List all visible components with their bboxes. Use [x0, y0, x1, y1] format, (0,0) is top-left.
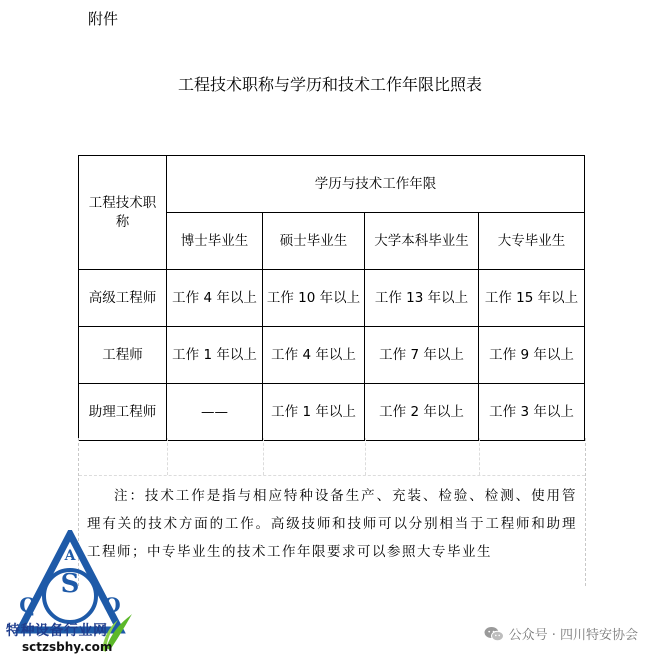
watermark-site-name: 特种设备行业网: [6, 623, 108, 639]
column-header: 博士毕业生: [167, 213, 263, 270]
table-row: [79, 384, 585, 441]
table-cell: 工作 4 年以上: [263, 327, 365, 384]
table-cell: 工作 3 年以上: [479, 384, 585, 441]
row-title: 高级工程师: [79, 270, 167, 327]
row-header-cell: 工程技术职称: [79, 156, 167, 270]
table-cell: 工作 10 年以上: [263, 270, 365, 327]
table-cell: 工作 15 年以上: [479, 270, 585, 327]
table-cell: 工作 4 年以上: [167, 270, 263, 327]
comparison-table: [78, 155, 585, 441]
wechat-source-label: 公众号 · 四川特安协会: [508, 628, 638, 643]
column-header: 硕士毕业生: [263, 213, 365, 270]
attachment-label: 附件: [88, 10, 119, 28]
table-row: [79, 327, 585, 384]
table-cell: 工作 1 年以上: [167, 327, 263, 384]
svg-text:S: S: [60, 569, 80, 599]
table-row: [79, 270, 585, 327]
svg-text:Q: Q: [19, 593, 37, 617]
group-header-cell: 学历与技术工作年限: [167, 156, 585, 213]
column-header: 大学本科毕业生: [365, 213, 479, 270]
table-cell: 工作 7 年以上: [365, 327, 479, 384]
wechat-source[interactable]: [484, 624, 638, 643]
row-title: 助理工程师: [79, 384, 167, 441]
column-header: 大专毕业生: [479, 213, 585, 270]
wechat-icon: [484, 626, 504, 642]
row-title: 工程师: [79, 327, 167, 384]
note-text: 注：技术工作是指与相应特种设备生产、充装、检验、检测、使用管理有关的技术方面的工作。高级技师和技师可以分别相当于工程师和助理工程师；中专毕业生的技术工作年限要求可以参照大专毕业生: [87, 488, 577, 560]
document-title: 工程技术职称与学历和技术工作年限比照表: [177, 75, 482, 94]
svg-text:O: O: [103, 593, 121, 617]
table-cell: 工作 2 年以上: [365, 384, 479, 441]
watermark-url: sctzsbhy.com: [22, 640, 113, 654]
table-header-row: [79, 156, 585, 213]
table-cell: 工作 1 年以上: [263, 384, 365, 441]
note-spacer: [79, 438, 585, 476]
note-section: [78, 438, 586, 586]
table-cell: 工作 9 年以上: [479, 327, 585, 384]
table-cell: 工作 13 年以上: [365, 270, 479, 327]
svg-text:A: A: [64, 548, 76, 564]
table-cell: ——: [167, 384, 263, 441]
